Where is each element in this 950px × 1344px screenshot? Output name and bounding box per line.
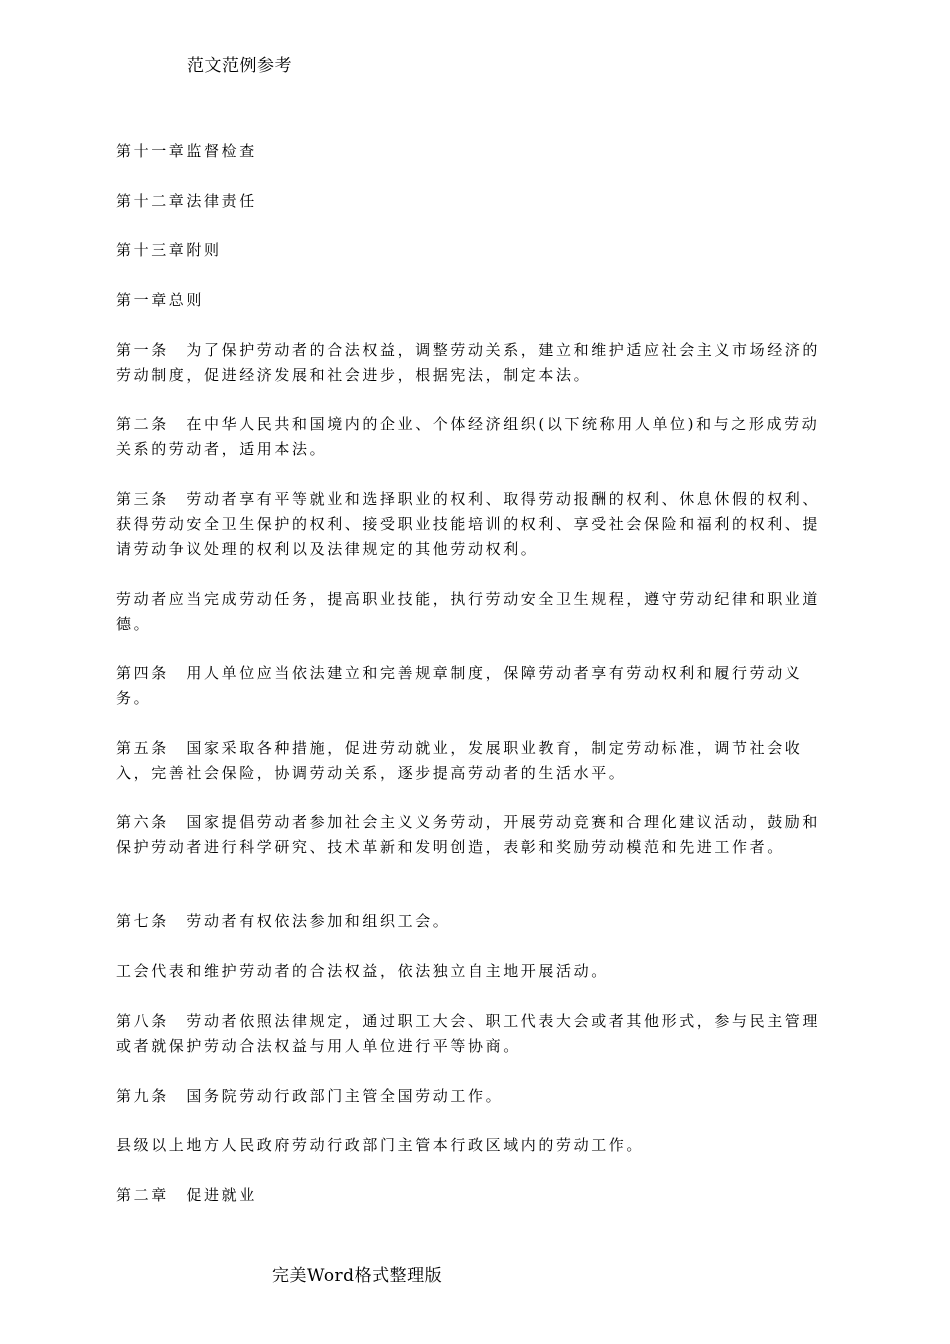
article-paragraph: 第四条 用人单位应当依法建立和完善规章制度，保障劳动者享有劳动权利和履行劳动义务。 bbox=[116, 664, 803, 707]
chapter-heading: 第十三章附则 bbox=[116, 241, 222, 259]
article-paragraph: 第七条 劳动者有权依法参加和组织工会。 bbox=[116, 912, 451, 930]
article-paragraph: 第二条 在中华人民共和国境内的企业、个体经济组织(以下统称用人单位)和与之形成劳动关系的劳动者，适用本法。 bbox=[116, 415, 820, 458]
page-footer: 完美Word格式整理版 bbox=[272, 1266, 443, 1286]
article-paragraph: 工会代表和维护劳动者的合法权益，依法独立自主地开展活动。 bbox=[116, 962, 609, 980]
article-paragraph: 第一条 为了保护劳动者的合法权益，调整劳动关系，建立和维护适应社会主义市场经济的劳动制度，促进经济发展和社会进步，根据宪法，制定本法。 bbox=[116, 341, 821, 384]
article-paragraph: 第八条 劳动者依照法律规定，通过职工大会、职工代表大会或者其他形式，参与民主管理或者就保护劳动合法权益与用人单位进行平等协商。 bbox=[116, 1012, 821, 1055]
article-paragraph: 第三条 劳动者享有平等就业和选择职业的权利、取得劳动报酬的权利、休息休假的权利、获得劳动安全卫生保护的权利、接受职业技能培训的权利、享受社会保险和福利的权利、提请劳动争议处理的权利以及法律规定的其他劳动权利。 bbox=[116, 490, 821, 558]
chapter-heading: 第十二章法律责任 bbox=[116, 192, 257, 210]
article-paragraph: 第九条 国务院劳动行政部门主管全国劳动工作。 bbox=[116, 1087, 504, 1105]
article-paragraph: 第五条 国家采取各种措施，促进劳动就业，发展职业教育，制定劳动标准，调节社会收入，完善社会保险，协调劳动关系，逐步提高劳动者的生活水平。 bbox=[116, 739, 803, 782]
article-paragraph: 县级以上地方人民政府劳动行政部门主管本行政区域内的劳动工作。 bbox=[116, 1136, 645, 1154]
article-paragraph: 第六条 国家提倡劳动者参加社会主义义务劳动，开展劳动竞赛和合理化建议活动，鼓励和保护劳动者进行科学研究、技术革新和发明创造，表彰和奖励劳动模范和先进工作者。 bbox=[116, 813, 821, 856]
chapter-heading: 第二章 促进就业 bbox=[116, 1186, 257, 1204]
chapter-heading: 第一章总则 bbox=[116, 291, 205, 309]
chapter-heading: 第十一章监督检查 bbox=[116, 142, 257, 160]
article-paragraph: 劳动者应当完成劳动任务，提高职业技能，执行劳动安全卫生规程，遵守劳动纪律和职业道德。 bbox=[116, 590, 821, 633]
page-header: 范文范例参考 bbox=[187, 56, 292, 76]
